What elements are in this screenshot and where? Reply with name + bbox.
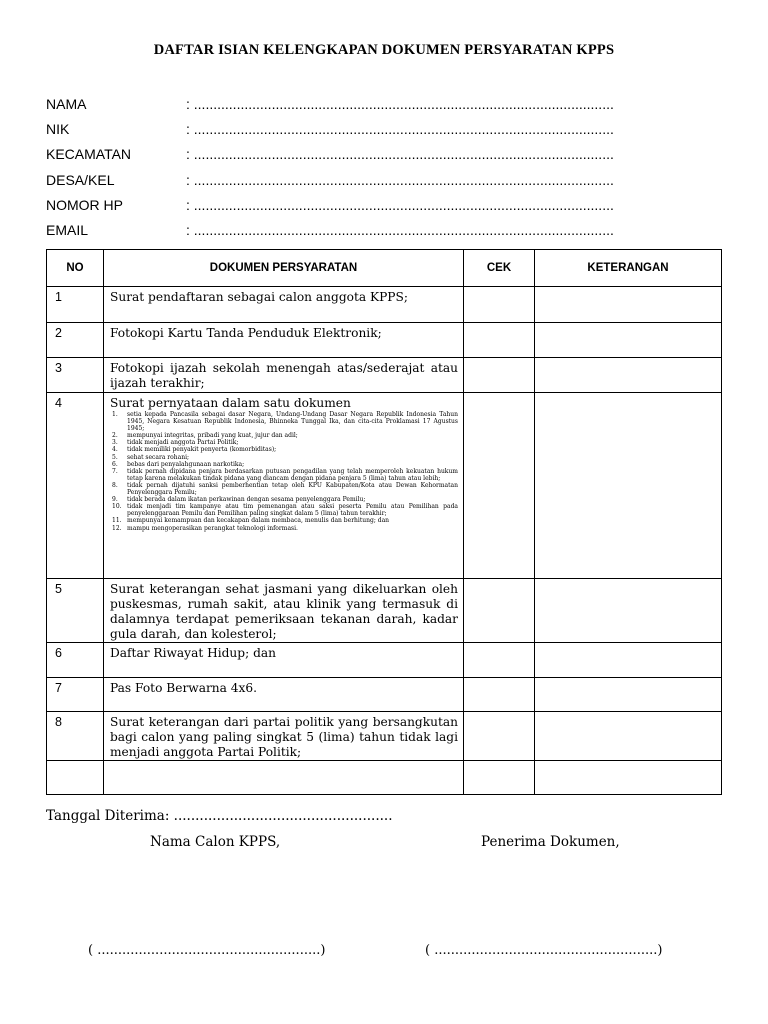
- field-nik: [46, 121, 722, 146]
- list-number: 1.: [112, 411, 118, 418]
- table-row: [47, 287, 722, 323]
- list-item: [110, 432, 458, 439]
- document-text: Surat pendaftaran sebagai calon anggota KPPS;: [110, 290, 408, 304]
- remarks-cell[interactable]: [535, 712, 722, 761]
- check-cell[interactable]: [464, 579, 535, 643]
- check-cell[interactable]: [464, 761, 535, 795]
- field-label: NOMOR HP: [46, 196, 123, 213]
- list-text: tidak memiliki penyakit penyerta (komorbiditas);: [127, 446, 277, 454]
- field-blank[interactable]: : ............................................................................................................: [186, 196, 614, 213]
- remarks-cell[interactable]: [535, 287, 722, 323]
- row-number: 3: [47, 358, 104, 393]
- list-item: [110, 525, 458, 532]
- check-cell[interactable]: [464, 712, 535, 761]
- remarks-cell[interactable]: [535, 358, 722, 393]
- list-text: tidak menjadi anggota Partai Politik;: [127, 439, 239, 447]
- field-blank[interactable]: : ............................................................................................................: [186, 96, 614, 112]
- list-text: sehat secara rohani;: [127, 453, 190, 461]
- list-item: [110, 503, 458, 517]
- check-cell[interactable]: [464, 358, 535, 393]
- document-text: Surat keterangan dari partai politik yang bersangkutan bagi calon yang paling singkat 5 (lima) tahun tidak lagi menjadi anggota Partai Politik;: [110, 715, 458, 759]
- list-number: 2.: [112, 432, 118, 440]
- field-desa-kel: [46, 172, 722, 197]
- row-document: [104, 323, 464, 358]
- list-text: bebas dari penyalahgunaan narkotika;: [127, 460, 245, 468]
- field-label: DESA/KEL: [46, 171, 115, 188]
- remarks-cell[interactable]: [535, 579, 722, 643]
- row-document: [104, 761, 464, 795]
- list-item: [110, 517, 458, 524]
- remarks-cell[interactable]: [535, 643, 722, 678]
- list-text: mempunyai integritas, pribadi yang kuat, jujur dan adil;: [127, 432, 298, 440]
- list-item: [110, 496, 458, 503]
- list-text: tidak berada dalam ikatan perkawinan dengan sesama penyelenggara Pemilu;: [127, 496, 366, 504]
- list-number: 3.: [112, 439, 118, 447]
- document-text: Pas Foto Berwarna 4x6.: [110, 681, 258, 695]
- remarks-cell[interactable]: [535, 678, 722, 712]
- table-row: [47, 712, 722, 761]
- table-row: [47, 358, 722, 393]
- row-number: 7: [47, 678, 104, 712]
- list-text: mempunyai kemampuan dan kecakapan dalam membaca, menulis dan berhitung; dan: [127, 517, 390, 525]
- row-document: [104, 579, 464, 643]
- receiver-signature-label: Penerima Dokumen,: [481, 834, 620, 850]
- list-item: [110, 446, 458, 453]
- header-no: NO: [47, 250, 104, 287]
- list-number: 6.: [112, 460, 118, 468]
- check-cell[interactable]: [464, 287, 535, 323]
- table-row: [47, 323, 722, 358]
- list-item: [110, 454, 458, 461]
- remarks-cell[interactable]: [535, 761, 722, 795]
- row-number: [47, 761, 104, 795]
- field-blank[interactable]: : ............................................................................................................: [186, 221, 614, 238]
- field-kecamatan: [46, 146, 722, 171]
- identity-fields: [46, 96, 722, 247]
- check-cell[interactable]: [464, 393, 535, 579]
- list-text: mampu mengoperasikan perangkat teknologi informasi.: [127, 524, 298, 532]
- list-item: [110, 439, 458, 446]
- row-number: 4: [47, 393, 104, 579]
- page-title: DAFTAR ISIAN KELENGKAPAN DOKUMEN PERSYARATAN KPPS: [153, 42, 615, 58]
- receiver-name-blank[interactable]: ( ......................................................): [425, 943, 663, 958]
- candidate-signature-label: Nama Calon KPPS,: [150, 834, 281, 850]
- table-header-row: [47, 250, 722, 287]
- list-number: 9.: [112, 496, 118, 504]
- list-item: [110, 411, 458, 432]
- row-number: 8: [47, 712, 104, 761]
- table-row: [47, 761, 722, 795]
- received-date-line[interactable]: Tanggal Diterima: ...................................................: [46, 808, 393, 824]
- table-row: [47, 393, 722, 579]
- field-nama: [46, 96, 722, 121]
- requirements-table: [46, 249, 722, 795]
- table-row: [47, 678, 722, 712]
- row-number: 1: [47, 287, 104, 323]
- list-text: tidak menjadi tim kampanye atau tim pemenangan atau saksi peserta Pemilu atau Pemilihan pada penyelenggaraan Pemilu dan Pemilihan paling singkat dalam 5 (lima) tahun terakhir;: [127, 503, 458, 518]
- check-cell[interactable]: [464, 643, 535, 678]
- row-document: [104, 643, 464, 678]
- row-document: [104, 358, 464, 393]
- row-number: 5: [47, 579, 104, 643]
- document-text: Surat pernyataan dalam satu dokumen: [110, 396, 351, 410]
- row-number: 6: [47, 643, 104, 678]
- field-blank[interactable]: : ............................................................................................................: [186, 121, 614, 138]
- field-blank[interactable]: : ............................................................................................................: [186, 171, 614, 188]
- list-number: 5.: [112, 453, 118, 461]
- candidate-name-blank[interactable]: ( ......................................................): [88, 943, 326, 958]
- list-text: tidak pernah dipidana penjara berdasarkan putusan pengadilan yang telah memperoleh kekuatan hukum tetap karena melakukan tindak pidana yang diancam dengan pidana penjara 5 (lima) tahun atau lebih;: [127, 467, 458, 482]
- list-number: 7.: [112, 467, 118, 475]
- document-text: Fotokopi ijazah sekolah menengah atas/sederajat atau ijazah terakhir;: [110, 361, 458, 390]
- field-nomor-hp: [46, 197, 722, 222]
- list-item: [110, 482, 458, 496]
- remarks-cell[interactable]: [535, 323, 722, 358]
- header-dokumen: DOKUMEN PERSYARATAN: [104, 250, 464, 287]
- field-label: NAMA: [46, 96, 87, 112]
- list-item: [110, 461, 458, 468]
- remarks-cell[interactable]: [535, 393, 722, 579]
- document-text: Surat keterangan sehat jasmani yang dikeluarkan oleh puskesmas, rumah sakit, atau klinik yang termasuk di dalamnya terdapat pemeriksaan tekanan darah, kadar gula darah, dan kolesterol;: [110, 582, 458, 641]
- row-document: [104, 678, 464, 712]
- document-text: Fotokopi Kartu Tanda Penduduk Elektronik;: [110, 326, 382, 340]
- field-label: KECAMATAN: [46, 146, 132, 163]
- field-email: [46, 222, 722, 247]
- field-label: NIK: [46, 121, 70, 138]
- list-text: tidak pernah dijatuhi sanksi pemberhentian tetap oleh KPU Kabupaten/Kota atau Dewan Kehormatan Penyelenggara Pemilu;: [127, 481, 458, 497]
- check-cell[interactable]: [464, 678, 535, 712]
- header-cek: CEK: [464, 250, 535, 287]
- list-number: 12.: [112, 524, 122, 532]
- document-text: Daftar Riwayat Hidup; dan: [110, 646, 276, 660]
- list-item: [110, 468, 458, 482]
- list-number: 11.: [112, 517, 122, 525]
- check-cell[interactable]: [464, 323, 535, 358]
- row-document: [104, 712, 464, 761]
- list-text: setia kepada Pancasila sebagai dasar Negara, Undang-Undang Dasar Negara Republik Indonesia Tahun 1945, Negara Kesatuan Republik Indonesia, Bhinneka Tunggal Ika, dan cita-cita Proklamasi 17 Agustus 1945;: [127, 411, 458, 433]
- row-document: [104, 393, 464, 579]
- field-blank[interactable]: : ............................................................................................................: [186, 146, 614, 163]
- table-row: [47, 579, 722, 643]
- row-document: [104, 287, 464, 323]
- list-number: 8.: [112, 481, 118, 489]
- table-row: [47, 643, 722, 678]
- header-keterangan: KETERANGAN: [535, 250, 722, 287]
- list-number: 10.: [112, 503, 122, 511]
- field-label: EMAIL: [46, 221, 89, 238]
- row-number: 2: [47, 323, 104, 358]
- statement-list: [110, 411, 458, 532]
- list-number: 4.: [112, 446, 118, 454]
